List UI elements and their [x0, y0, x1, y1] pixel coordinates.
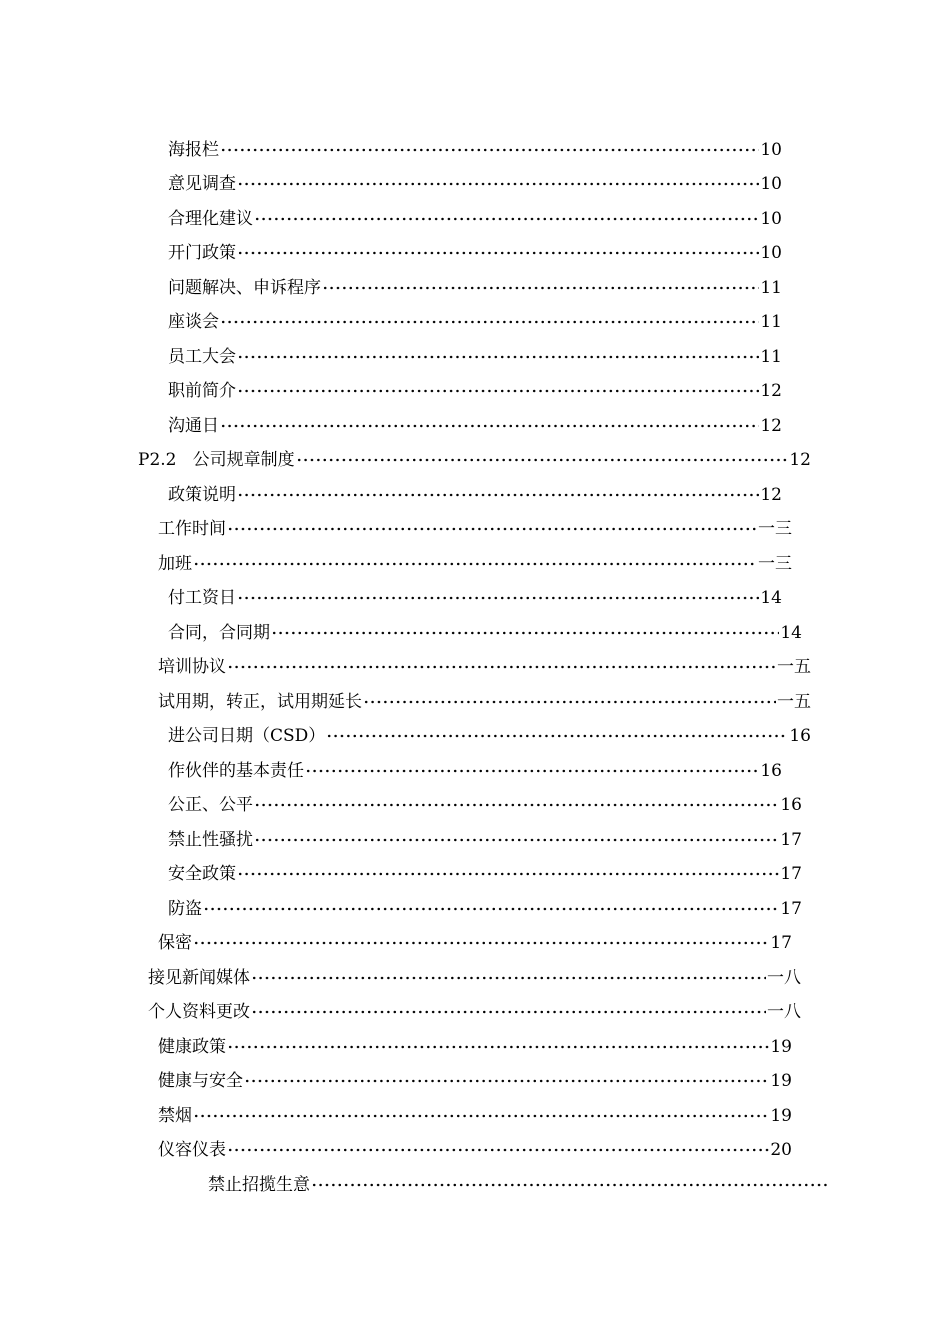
toc-entry-title: 开门政策: [168, 243, 236, 263]
toc-entry-title: 安全政策: [168, 864, 236, 884]
toc-entry-title: 仪容仪表: [158, 1140, 226, 1160]
toc-entry-title: 员工大会: [168, 347, 236, 367]
toc-entry-title: 职前简介: [168, 381, 236, 401]
toc-entry: [168, 828, 802, 852]
toc-entry: [168, 414, 782, 438]
toc-leader-dots: [254, 213, 759, 225]
toc-leader-dots: [237, 178, 759, 190]
toc-entry-page: 一三: [758, 519, 792, 539]
toc-entry: [168, 241, 782, 265]
toc-entry: [158, 1069, 792, 1093]
toc-entry: [168, 276, 782, 300]
toc-entry: [158, 1138, 792, 1162]
toc-leader-dots: [326, 730, 788, 742]
toc-entry: [158, 655, 811, 679]
toc-entry: [158, 1104, 792, 1128]
toc-entry-title: 保密: [158, 933, 192, 953]
toc-entry-page: 19: [770, 1037, 792, 1057]
toc-entry: [148, 1000, 801, 1024]
toc-entry-page: 17: [780, 864, 802, 884]
toc-leader-dots: [237, 247, 759, 259]
toc-entry-page: 16: [789, 726, 811, 746]
toc-entry-page: 12: [760, 381, 782, 401]
toc-entry: [168, 862, 802, 886]
toc-entry-page: 一五: [777, 692, 811, 712]
toc-entry-title: 培训协议: [158, 657, 226, 677]
toc-entry-page: 12: [760, 485, 782, 505]
toc-leader-dots: [227, 1144, 769, 1156]
toc-entry: [168, 310, 782, 334]
toc-entry-title: 禁烟: [158, 1106, 192, 1126]
toc-entry-title: 工作时间: [158, 519, 226, 539]
toc-leader-dots: [237, 592, 759, 604]
toc-entry: [158, 1035, 792, 1059]
toc-leader-dots: [237, 489, 759, 501]
toc-entry-page: 10: [760, 140, 782, 160]
toc-entry-title: 公正、公平: [168, 795, 253, 815]
toc-leader-dots: [193, 1110, 769, 1122]
toc-entry-title: 意见调查: [168, 174, 236, 194]
toc-entry: [168, 138, 782, 162]
toc-entry: [168, 207, 782, 231]
toc-entry: [158, 552, 792, 576]
toc-entry-page: 14: [760, 588, 782, 608]
toc-entry-page: 10: [760, 174, 782, 194]
toc-entry-page: 12: [789, 450, 811, 470]
toc-entry-page: 一五: [777, 657, 811, 677]
toc-entry-page: 一八: [767, 968, 801, 988]
toc-leader-dots: [220, 316, 759, 328]
toc-leader-dots: [363, 696, 776, 708]
toc-leader-dots: [193, 937, 769, 949]
toc-leader-dots: [227, 1041, 769, 1053]
toc-entry-page: 11: [760, 312, 782, 332]
toc-entry-page: 17: [780, 830, 802, 850]
toc-entry: [208, 1173, 828, 1197]
toc-entry-title: 加班: [158, 554, 192, 574]
toc-leader-dots: [193, 558, 757, 570]
toc-leader-dots: [244, 1075, 769, 1087]
toc-entry: [168, 621, 802, 645]
toc-leader-dots: [251, 972, 766, 984]
toc-entry: [158, 690, 811, 714]
toc-entry-page: 16: [780, 795, 802, 815]
toc-entry-title: 政策说明: [168, 485, 236, 505]
toc-entry-title: 合同，合同期: [168, 623, 270, 643]
toc-leader-dots: [227, 523, 757, 535]
toc-entry-title: 海报栏: [168, 140, 219, 160]
toc-leader-dots: [311, 1179, 828, 1191]
toc-entry: [148, 966, 801, 990]
toc-entry-title: 禁止招揽生意: [208, 1175, 310, 1195]
toc-entry-page: 19: [770, 1071, 792, 1091]
toc-entry-title: 合理化建议: [168, 209, 253, 229]
toc-entry-title: P2.2 公司规章制度: [138, 450, 295, 470]
toc-leader-dots: [237, 351, 759, 363]
toc-leader-dots: [254, 799, 779, 811]
toc-entry-page: 一三: [758, 554, 792, 574]
toc-leader-dots: [220, 144, 759, 156]
toc-leader-dots: [271, 627, 779, 639]
toc-entry-title: 禁止性骚扰: [168, 830, 253, 850]
toc-entry-page: 20: [770, 1140, 792, 1160]
toc-entry: [168, 724, 811, 748]
toc-entry-title: 个人资料更改: [148, 1002, 250, 1022]
toc-entry: [168, 483, 782, 507]
toc-entry-title: 作伙伴的基本责任: [168, 761, 304, 781]
toc-leader-dots: [254, 834, 779, 846]
toc-section-entry: [138, 448, 811, 472]
toc-entry: [168, 897, 802, 921]
toc-entry: [158, 931, 792, 955]
toc-entry-page: 11: [760, 278, 782, 298]
toc-entry-page: 14: [780, 623, 802, 643]
toc-entry-page: 19: [770, 1106, 792, 1126]
toc-entry-title: 付工资日: [168, 588, 236, 608]
toc-entry-title: 进公司日期（CSD）: [168, 726, 326, 746]
toc-entry-page: 10: [760, 243, 782, 263]
toc-entry: [168, 172, 782, 196]
toc-entry-title: 试用期，转正，试用期延长: [158, 692, 362, 712]
toc-entry-title: 健康与安全: [158, 1071, 243, 1091]
toc-entry: [168, 793, 802, 817]
toc-leader-dots: [203, 903, 779, 915]
toc-entry-page: 一八: [767, 1002, 801, 1022]
toc-entry-page: 17: [770, 933, 792, 953]
toc-entry-page: 10: [760, 209, 782, 229]
toc-entry-title: 防盗: [168, 899, 202, 919]
toc-entry: [168, 759, 782, 783]
toc-entry: [168, 586, 782, 610]
toc-leader-dots: [251, 1006, 766, 1018]
toc-entry: [168, 379, 782, 403]
toc-entry-title: 问题解决、申诉程序: [168, 278, 321, 298]
toc-leader-dots: [296, 454, 789, 466]
toc-entry-title: 接见新闻媒体: [148, 968, 250, 988]
toc-entry-title: 健康政策: [158, 1037, 226, 1057]
toc-entry-page: 12: [760, 416, 782, 436]
toc-entry-page: 16: [760, 761, 782, 781]
toc-entry: [168, 345, 782, 369]
toc-leader-dots: [227, 661, 776, 673]
toc-leader-dots: [237, 868, 779, 880]
toc-entry-title: 沟通日: [168, 416, 219, 436]
toc-leader-dots: [305, 765, 759, 777]
toc-entry-page: 11: [760, 347, 782, 367]
toc-entry-title: 座谈会: [168, 312, 219, 332]
toc-entry: [158, 517, 792, 541]
toc-leader-dots: [220, 420, 759, 432]
toc-leader-dots: [237, 385, 759, 397]
toc-entry-page: 17: [780, 899, 802, 919]
toc-leader-dots: [322, 282, 759, 294]
